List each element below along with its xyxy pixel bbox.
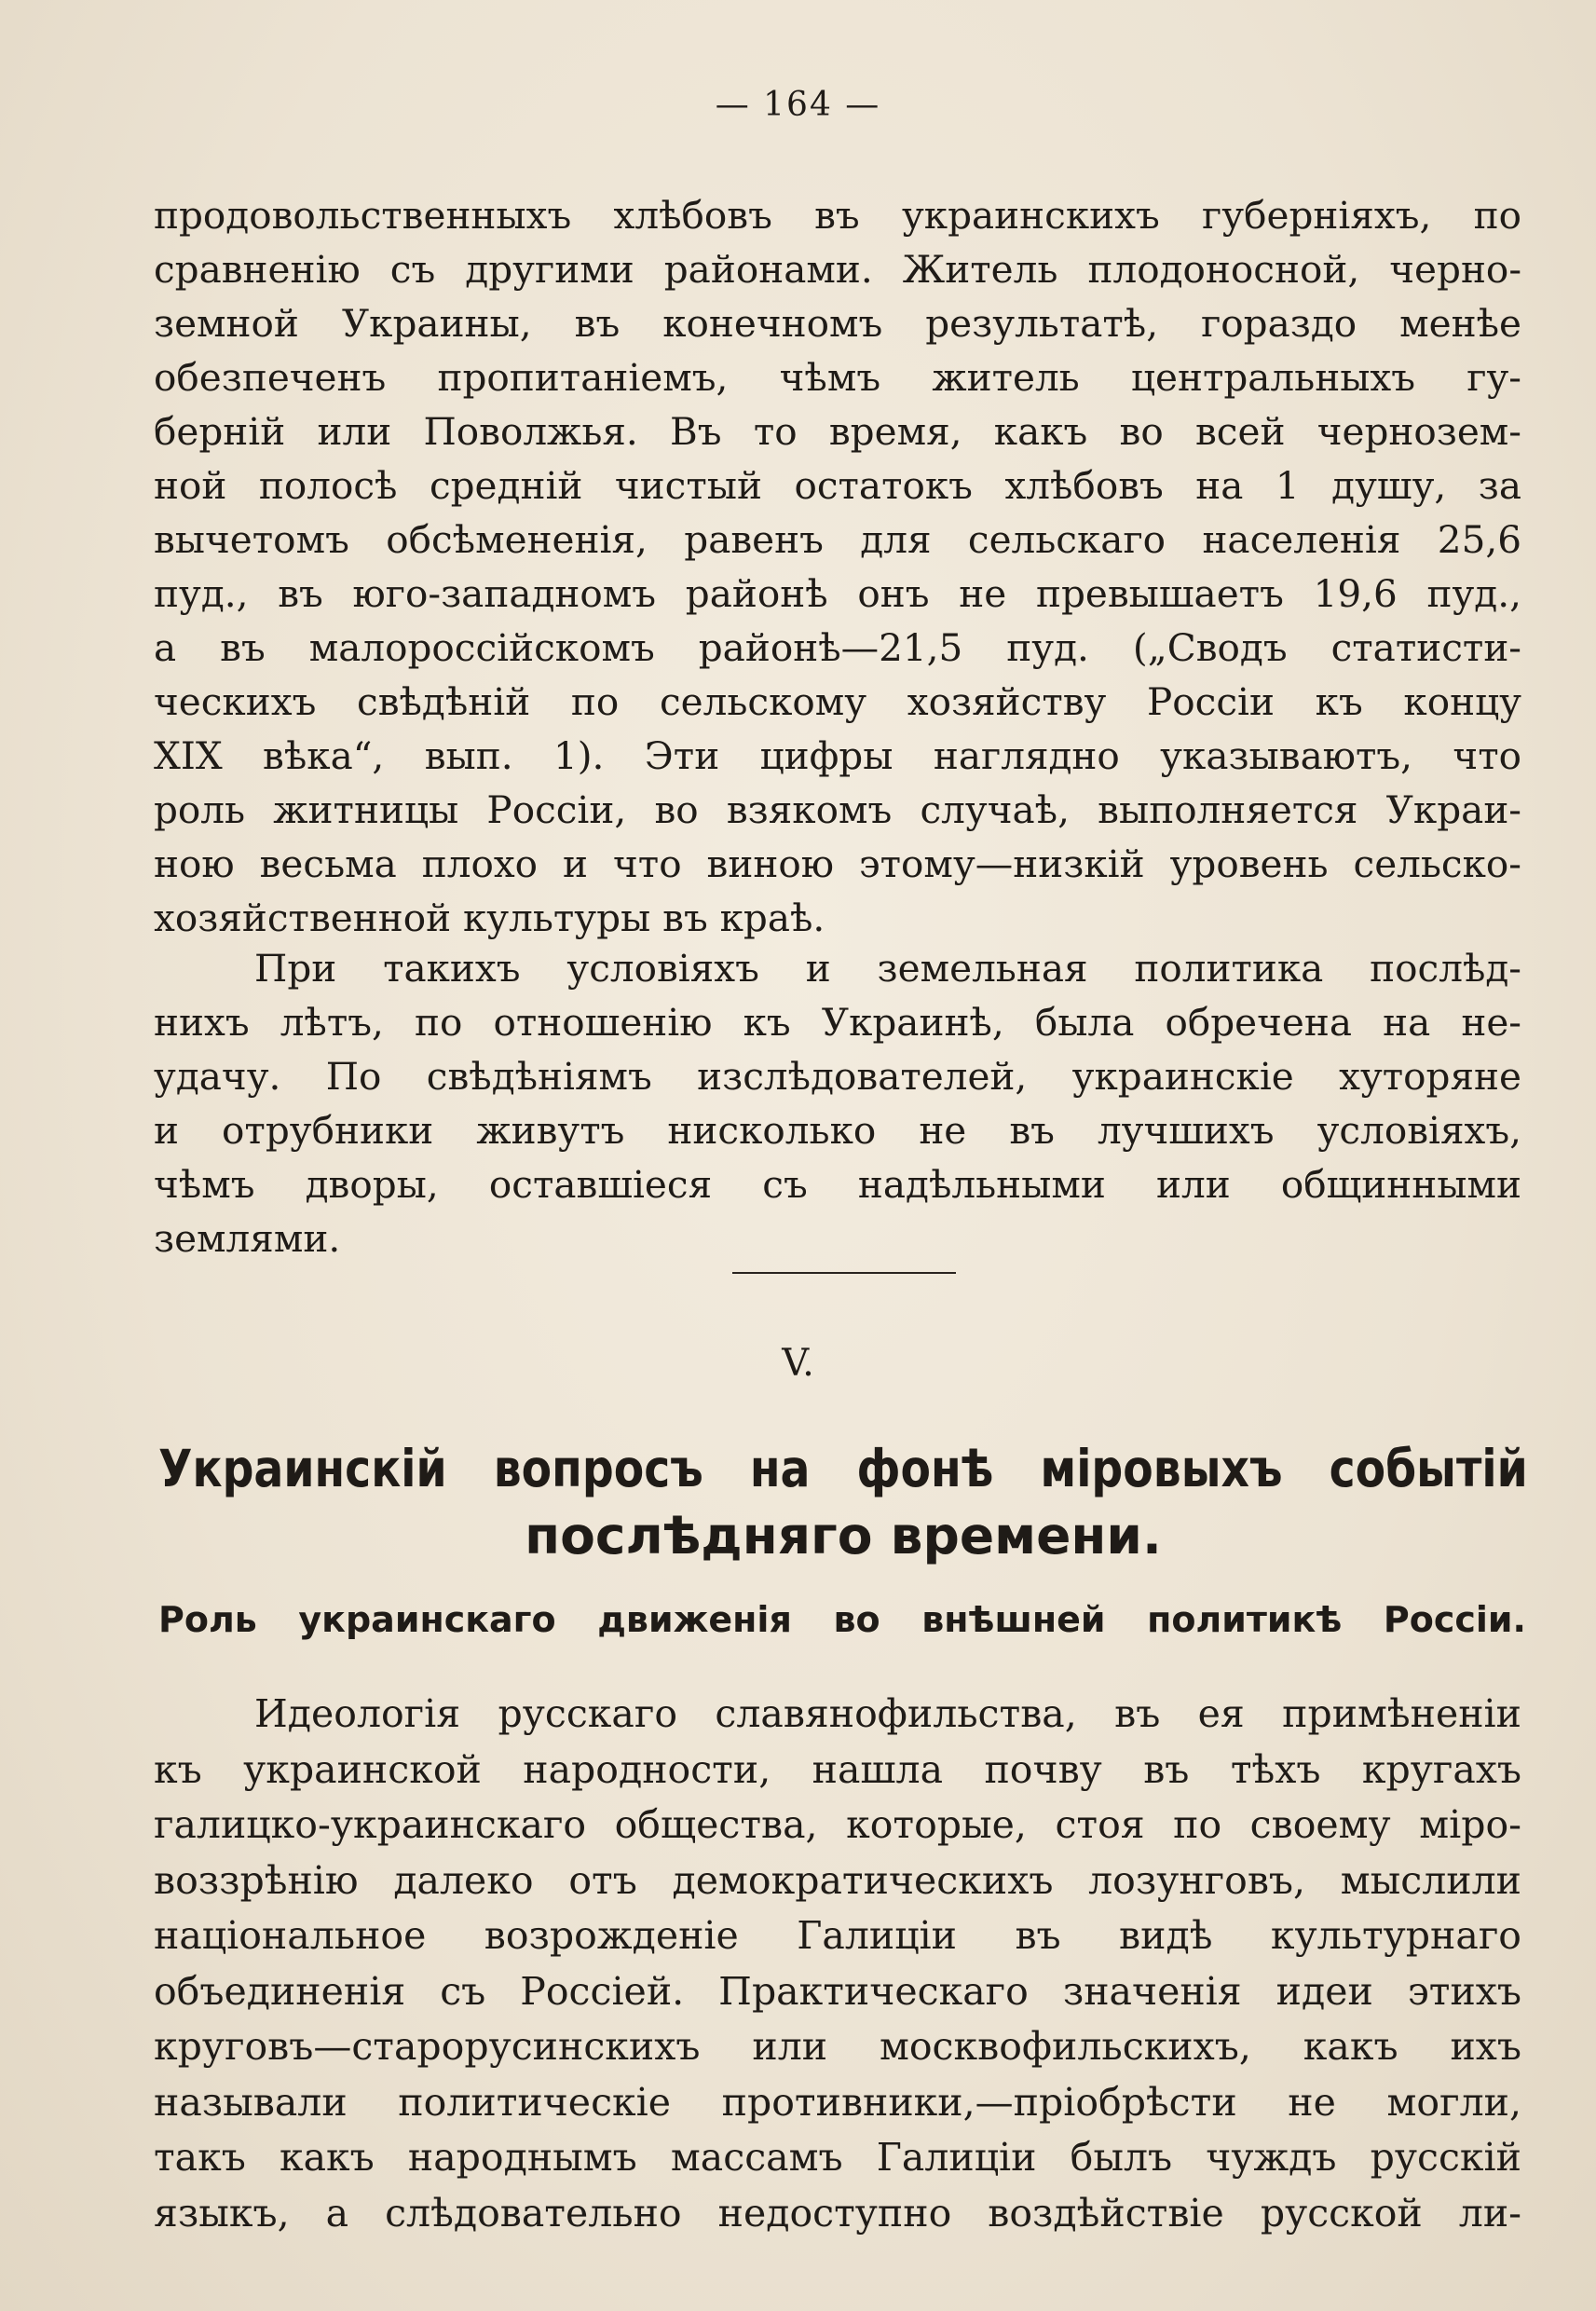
text-line: продовольственныхъ хлѣбовъ въ украинскихъ губерніяхъ, по — [154, 193, 1521, 238]
paragraph-3 — [154, 1687, 1521, 2241]
text-line: обезпеченъ пропитаніемъ, чѣмъ житель центральныхъ гу- — [154, 355, 1521, 400]
text-line: земной Украины, въ конечномъ результатѣ, гораздо менѣе — [154, 301, 1521, 346]
text-line: роль житницы Россіи, во взякомъ случаѣ, выполняется Украи- — [154, 787, 1521, 832]
chapter-title — [158, 1435, 1528, 1569]
text-line: ной полосѣ средній чистый остатокъ хлѣбовъ на 1 душу, за — [154, 463, 1521, 508]
text-line: сравненію съ другими районами. Житель плодоносной, черно- — [154, 247, 1521, 292]
text-line: Идеологія русскаго славянофильства, въ ея примѣненіи — [254, 1691, 1521, 1736]
text-line: удачу. По свѣдѣніямъ изслѣдователей, украинскіе хуторяне — [154, 1054, 1521, 1099]
text-line: ною весьма плохо и что виною этому—низкій уровень сельско- — [154, 841, 1521, 886]
text-line: объединенія съ Россіей. Практическаго значенія идеи этихъ — [154, 1968, 1521, 2014]
text-line: При такихъ условіяхъ и земельная политика послѣд- — [254, 946, 1521, 991]
page-number: — 164 — — [715, 86, 881, 124]
text-line: нихъ лѣтъ, по отношенію къ Украинѣ, была обречена на не- — [154, 1000, 1521, 1045]
chapter-title-line-1: Украинскій вопросъ на фонѣ міровыхъ событій — [158, 1439, 1528, 1498]
chapter-subtitle: Роль украинскаго движенія во внѣшней политикѣ Россіи. — [158, 1599, 1526, 1640]
text-line: называли политическіе противники,—пріобрѣсти не могли, — [154, 2079, 1521, 2125]
text-line: такъ какъ народнымъ массамъ Галиціи былъ чуждъ русскій — [154, 2135, 1521, 2180]
text-line: языкъ, а слѣдовательно недоступно воздѣйствіе русской ли- — [154, 2190, 1521, 2236]
text-line: круговъ—старорусинскихъ или москвофильскихъ, какъ ихъ — [154, 2024, 1521, 2069]
text-line: вычетомъ обсѣмененія, равенъ для сельскаго населенія 25,6 — [154, 517, 1521, 562]
chapter-title-line-2: послѣдняго времени. — [525, 1506, 1162, 1566]
text-line: берній или Поволжья. Въ то время, какъ во всей чернозем- — [154, 409, 1521, 454]
text-line: къ украинской народности, нашла почву въ тѣхъ кругахъ — [154, 1746, 1521, 1792]
text-line: чѣмъ дворы, оставшіеся съ надѣльными или общинными — [154, 1162, 1521, 1207]
text-line: галицко-украинскаго общества, которые, стоя по своему міро- — [154, 1802, 1521, 1847]
text-line: и отрубники живутъ нисколько не въ лучшихъ условіяхъ, — [154, 1108, 1521, 1153]
text-line: XIX вѣка“, вып. 1). Эти цифры наглядно указываютъ, что — [154, 733, 1521, 778]
text-line: хозяйственной культуры въ краѣ. — [154, 896, 825, 940]
paragraph-2 — [154, 941, 1521, 1265]
paragraph-1 — [154, 188, 1521, 945]
text-line: воззрѣнію далеко отъ демократическихъ лозунговъ, мыслили — [154, 1857, 1521, 1903]
text-line: пуд., въ юго-западномъ районѣ онъ не превышаетъ 19,6 пуд., — [154, 571, 1521, 616]
text-line: а въ малороссійскомъ районѣ—21,5 пуд. („Сводъ статисти- — [154, 625, 1521, 670]
text-line: землями. — [154, 1216, 341, 1261]
text-line: ческихъ свѣдѣній по сельскому хозяйству Россіи къ концу — [154, 679, 1521, 724]
section-divider — [732, 1272, 956, 1274]
section-number: V. — [782, 1342, 814, 1385]
text-line: національное возрожденіе Галиціи въ видѣ культурнаго — [154, 1913, 1521, 1958]
